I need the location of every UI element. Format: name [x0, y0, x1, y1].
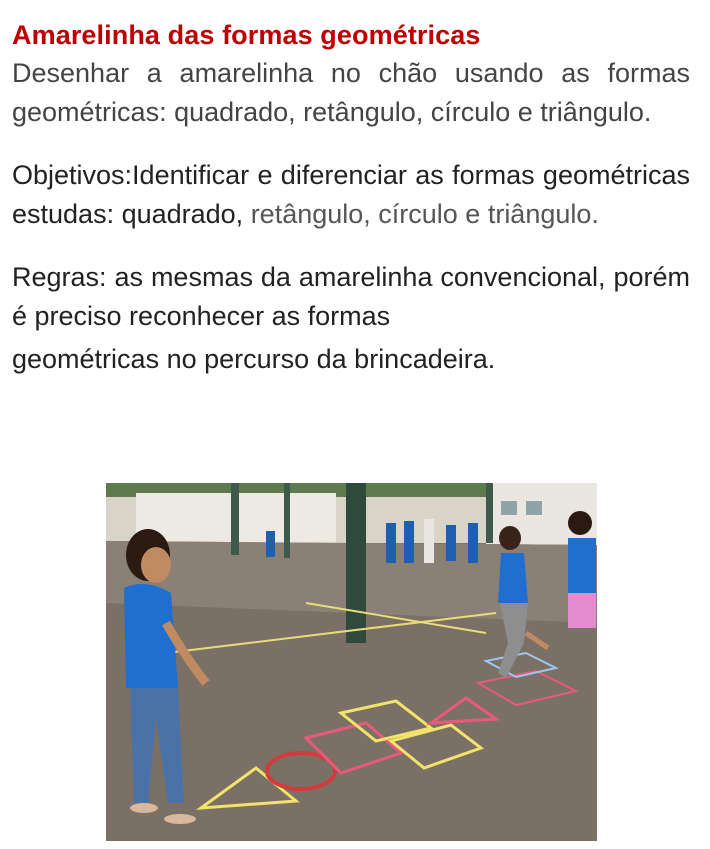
pillar — [486, 483, 493, 543]
jumping-girl-shirt — [498, 553, 528, 603]
girl-foot — [130, 803, 158, 813]
child-background — [424, 519, 434, 563]
girl-right-shirt — [568, 538, 596, 593]
rules-text-line-1: Regras: as mesmas da amarelinha convencional, porém é preciso reconhecer as formas — [12, 262, 690, 331]
child-background — [404, 521, 414, 563]
window — [501, 501, 517, 515]
child-background — [386, 523, 396, 563]
objectives-paragraph — [12, 156, 690, 233]
girl-right-pants — [568, 593, 596, 628]
hopscotch-photo — [106, 483, 597, 841]
pillar — [346, 483, 366, 643]
window — [526, 501, 542, 515]
objectives-text-muted: retângulo, círculo e triângulo. — [250, 198, 599, 229]
rules-text-line-2: geométricas no percurso da brincadeira. — [12, 344, 496, 374]
objectives-text: Objetivos:Identificar e diferenciar as formas geométricas estudas: quadrado, — [12, 160, 690, 229]
pillar — [231, 483, 239, 555]
article-title: Amarelinha das formas geométricas — [12, 20, 481, 50]
child-background — [468, 523, 478, 563]
article — [12, 18, 690, 383]
rules-paragraph-end — [12, 335, 690, 383]
pillar — [284, 483, 290, 558]
girl-foot — [164, 814, 196, 824]
girl-face — [141, 547, 171, 583]
photo-illustration — [106, 483, 597, 841]
girl-right-hair — [568, 511, 592, 535]
jumping-girl-hair — [499, 526, 521, 550]
child-background — [446, 525, 456, 561]
child-background — [266, 531, 275, 557]
intro-paragraph: Desenhar a amarelinha no chão usando as formas geométricas: quadrado, retângulo, círculo e triângulo. — [12, 58, 690, 127]
rules-paragraph — [12, 258, 690, 335]
